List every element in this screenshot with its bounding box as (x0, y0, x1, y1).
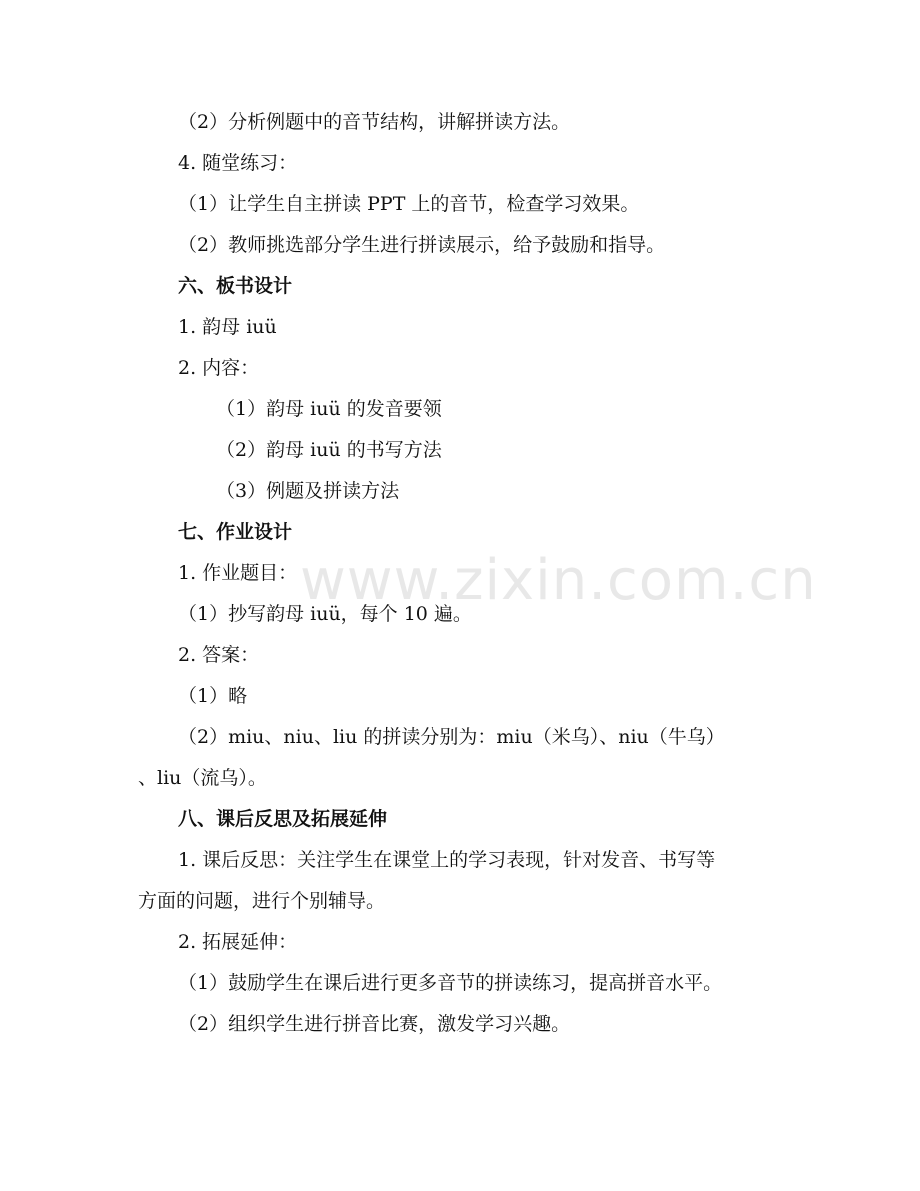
text-line: 方面的问题，进行个别辅导。 (138, 890, 386, 912)
text-line: 1. 课后反思：关注学生在课堂上的学习表现，针对发音、书写等 (178, 849, 716, 871)
watermark: www.zixin.com.cn (300, 548, 817, 613)
list-item: 4. 随堂练习： (178, 152, 298, 174)
text-line: （1）让学生自主拼读 PPT 上的音节，检查学习效果。 (178, 193, 640, 215)
text-line: （2）分析例题中的音节结构，讲解拼读方法。 (178, 111, 571, 133)
text-line: （2）教师挑选部分学生进行拼读展示，给予鼓励和指导。 (178, 234, 666, 256)
sub-list-item: （3）例题及拼读方法 (216, 480, 400, 502)
list-item: 2. 答案： (178, 644, 260, 666)
section-heading: 八、课后反思及拓展延伸 (178, 808, 388, 830)
text-line: （2）组织学生进行拼音比赛，激发学习兴趣。 (178, 1013, 571, 1035)
sub-list-item: （1）韵母 iuü 的发音要领 (216, 398, 442, 420)
sub-list-item: （2）韵母 iuü 的书写方法 (216, 439, 442, 461)
section-heading: 七、作业设计 (178, 521, 293, 543)
list-item: 2. 内容： (178, 357, 260, 379)
text-line: （1）抄写韵母 iuü，每个 10 遍。 (178, 603, 472, 625)
text-line: （1）略 (178, 685, 248, 707)
section-heading: 六、板书设计 (178, 275, 293, 297)
list-item: 1. 作业题目： (178, 562, 298, 584)
text-line: （2）miu、niu、liu 的拼读分别为：miu（米乌）、niu（牛乌） (178, 726, 725, 748)
text-line: （1）鼓励学生在课后进行更多音节的拼读练习，提高拼音水平。 (178, 972, 723, 994)
text-line: 、liu（流乌）。 (138, 767, 267, 789)
list-item: 2. 拓展延伸： (178, 931, 298, 953)
list-item: 1. 韵母 iuü (178, 316, 277, 338)
